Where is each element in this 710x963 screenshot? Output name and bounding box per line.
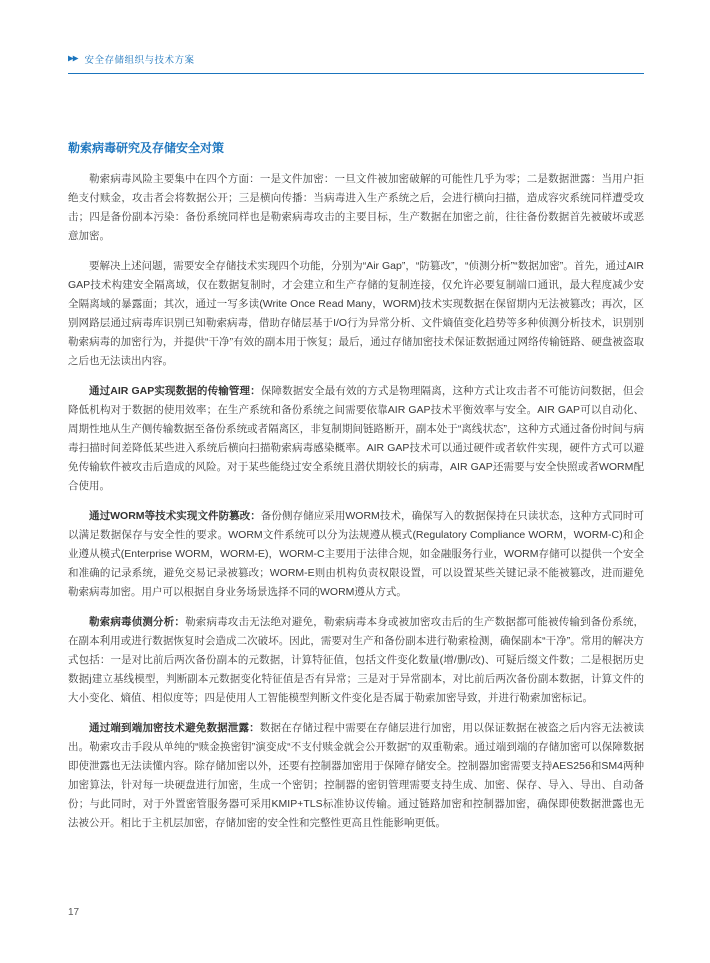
- paragraph-text: 数据在存储过程中需要在存储层进行加密，用以保证数据在被盗之后内容无法被读出。勒索攻击手段从单纯的“赎金换密钥”演变成“不支付赎金就会公开数据”的双重勒索。通过端到端的存储加密可以保障数据即使泄露也无法读懂内容。除存储加密以外，还要有控制器加密用于保障存储安全。控制器加密需要支持AES256和SM4两种加密算法，针对每一块硬盘进行加密，生成一个密钥；控制器的密钥管理需要支持生成、加密、保存、导入、导出、自动备份；与此同时，对于外置密管服务器可采用KMIP+TLS标准协议传输。通过链路加密和控制器加密，确保即使数据泄露也无法被公开。相比于主机层加密，存储加密的安全性和完整性更高且性能影响更低。: [68, 722, 645, 829]
- paragraph-lead: 通过WORM等技术实现文件防篡改：: [89, 510, 261, 522]
- document-body: [68, 170, 644, 833]
- paragraph-text: 勒索病毒攻击无法绝对避免，勒索病毒本身或被加密攻击后的生产数据都可能被传输到备份系统，在副本利用或进行数据恢复时会造成二次破坏。因此，需要对生产和备份副本进行勒索检测，确保副本“干净”。常用的解决方式包括：一是对比前后两次备份副本的元数据，计算特征值，包括文件变化数量(增/删/改)、可疑后缀文件数；二是根据历史数据j建立基线模型，判断副本元数据变化特征值是否有异常；三是对于异常副本，对比前后两次备份副本数据，计算文件的大小变化、熵值、相似度等；四是使用人工智能模型判断文件变化是否属于勒索加密导致，并进行勒索加密标记。: [68, 616, 645, 704]
- paragraph: [68, 719, 644, 833]
- doc-title: 勒索病毒研究及存储安全对策: [68, 141, 225, 155]
- double-arrow-icon: ▶▶: [68, 53, 78, 63]
- paragraph: [68, 507, 644, 602]
- paragraph-text: 备份侧存储应采用WORM技术，确保写入的数据保持在只读状态，这种方式同时可以满足数据保存与安全性的要求。WORM文件系统可以分为法规遵从模式(Regulatory Compliance WORM，WORM-C)和企业遵从模式(Enterprise WORM，WORM-E)，WORM-C主要用于法律合规，如金融服务行业，WORM存储可以提供一个安全和准确的记录系统，避免交易记录被篡改；WORM-E则由机构负责权限设置，可以设置某些关键记录不能被篡改，进而避免勒索病毒加密。用户可以根据自身业务场景选择不同的WORM遵从方式。: [68, 510, 644, 598]
- header-title: 安全存储组织与技术方案: [84, 55, 195, 66]
- paragraph-lead: 通过AIR GAP实现数据的传输管理：: [89, 385, 261, 397]
- paragraph-text: 勒索病毒风险主要集中在四个方面：一是文件加密：一旦文件被加密破解的可能性几乎为零；二是数据泄露：当用户拒绝支付赎金，攻击者会将数据公开；三是横向传播：当病毒进入生产系统之后，会进行横向扫描，造成容灾系统同样遭受攻击；四是备份副本污染：备份系统同样也是勒索病毒攻击的主要目标，生产数据在加密之前，往往备份数据首先被破坏或恶意加密。: [68, 173, 644, 242]
- paragraph: [68, 257, 644, 371]
- paragraph: [68, 170, 644, 246]
- paragraph: [68, 382, 644, 496]
- paragraph-text: 保障数据安全最有效的方式是物理隔离，这种方式让攻击者不可能访问数据，但会降低机构对于数据的使用效率；在生产系统和备份系统之间需要依靠AIR GAP技术平衡效率与安全。AIR GAP可以自动化、周期性地从生产侧传输数据至备份系统或者隔离区，非复制期间链路断开，副本处于“离线状态”，这种方式通过备份时间与病毒扫描时间差降低某些进入系统后横向扫描勒索病毒感染概率。AIR GAP技术可以通过硬件或者软件实现，硬件方式可以避免传输软件被攻击后造成的风险。对于某些能绕过安全系统且潜伏期较长的病毒，AIR GAP还需要与安全快照或者WORM配合使用。: [68, 385, 644, 492]
- page-number: 17: [68, 907, 80, 918]
- page-header: [68, 52, 644, 74]
- paragraph-text: 要解决上述问题，需要安全存储技术实现四个功能，分别为“Air Gap”，“防篡改”，“侦测分析”“数据加密”。首先，通过AIR GAP技术构建安全隔离域，仅在数据复制时，才会建立和生产存储的复制连接，仅允许必要复制端口通讯，最大程度减少安全隔离域的暴露面；其次，通过一写多读(Write Once Read Many，WORM)技术实现数据在保留期内无法被篡改；再次，区别网路层通过病毒库识别已知勒索病毒，借助存储层基于I/O行为异常分析、文件熵值变化趋势等多种侦测分析技术，识别别勒索病毒的加密行为，并提供“干净”有效的副本用于恢复；最后，通过存储加密技术保证数据通过网络传输链路、硬盘被盗取之后也无法读出内容。: [68, 260, 644, 367]
- paragraph-lead: 勒索病毒侦测分析：: [89, 616, 186, 628]
- paragraph-lead: 通过端到端加密技术避免数据泄露：: [89, 722, 260, 734]
- paragraph: [68, 613, 644, 708]
